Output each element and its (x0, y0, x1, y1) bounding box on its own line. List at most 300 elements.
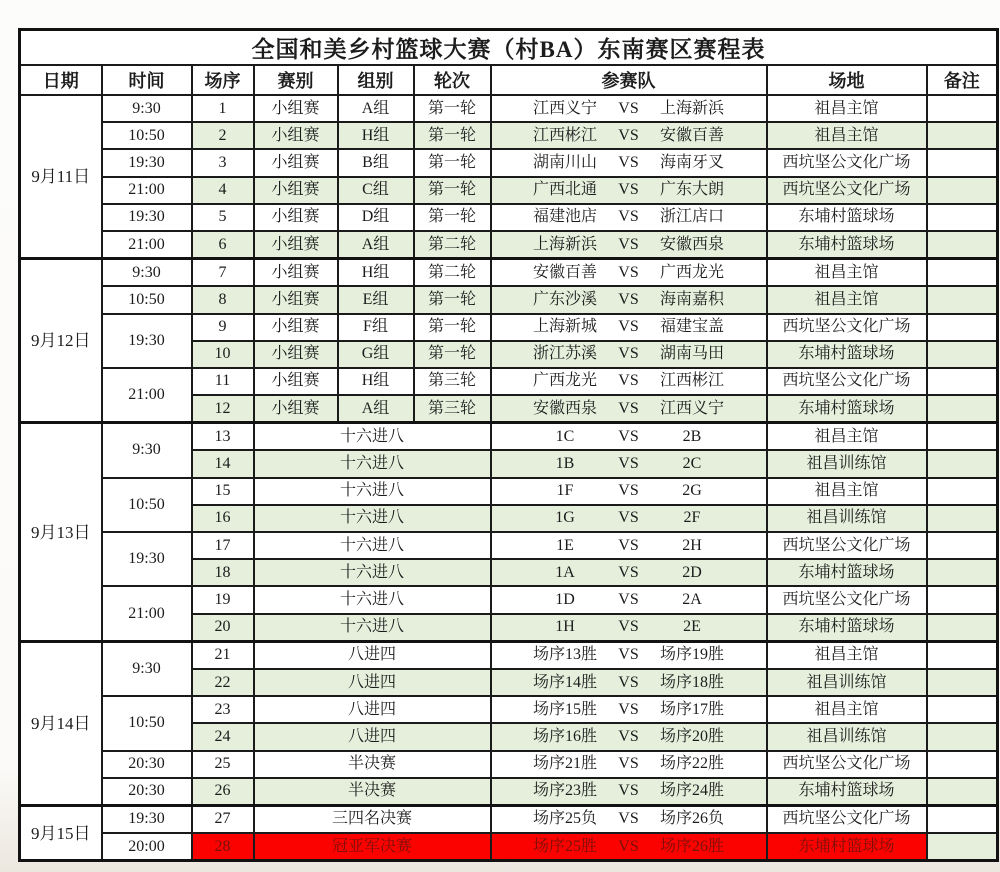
stage-cell: 十六进八 (254, 505, 491, 532)
note-cell (927, 341, 998, 368)
team-away: 场序22胜 (659, 755, 724, 773)
venue-cell: 祖昌主馆 (767, 641, 927, 669)
vs-label: VS (618, 290, 639, 308)
schedule-table (18, 28, 999, 862)
time-cell: 9:30 (102, 423, 192, 478)
match-row (20, 478, 998, 505)
seq-cell: 22 (192, 669, 254, 696)
match-row (20, 532, 998, 559)
type-cell: 小组赛 (254, 204, 338, 231)
vs-label: VS (618, 782, 639, 800)
teams-cell (491, 532, 767, 559)
stage-cell: 十六进八 (254, 450, 491, 477)
team-away: 2D (682, 563, 702, 581)
team-home: 场序23胜 (532, 782, 597, 800)
group-cell: G组 (338, 341, 414, 368)
teams-cell (491, 450, 767, 477)
round-cell: 第一轮 (414, 95, 491, 122)
note-cell (927, 122, 998, 149)
note-cell (927, 149, 998, 176)
stage-cell: 十六进八 (254, 559, 491, 586)
team-away: 江西义宁 (659, 399, 724, 417)
team-away: 场序20胜 (659, 727, 724, 745)
stage-cell: 八进四 (254, 641, 491, 669)
vs-label: VS (618, 509, 639, 527)
venue-cell: 西坑坚公文化广场 (767, 751, 927, 778)
type-cell: 小组赛 (254, 395, 338, 423)
team-home: 1B (555, 455, 575, 473)
seq-cell: 14 (192, 450, 254, 477)
team-away: 场序18胜 (659, 673, 724, 691)
match-row (20, 204, 998, 231)
note-cell (927, 478, 998, 505)
time-cell: 9:30 (102, 259, 192, 287)
vs-label: VS (618, 263, 639, 281)
group-cell: A组 (338, 231, 414, 259)
teams-cell (491, 723, 767, 750)
seq-cell: 24 (192, 723, 254, 750)
date-cell: 9月11日 (20, 95, 102, 259)
teams-cell (491, 586, 767, 613)
vs-label: VS (618, 399, 639, 417)
venue-cell: 西坑坚公文化广场 (767, 368, 927, 395)
date-cell: 9月12日 (20, 259, 102, 423)
vs-label: VS (618, 755, 639, 773)
team-away: 海南嘉积 (659, 290, 724, 308)
vs-label: VS (618, 536, 639, 554)
stage-cell: 十六进八 (254, 532, 491, 559)
venue-cell: 东埔村篮球场 (767, 231, 927, 259)
teams-cell (491, 341, 767, 368)
team-home: 场序25负 (532, 810, 597, 828)
seq-cell: 15 (192, 478, 254, 505)
teams-cell (491, 778, 767, 806)
time-cell: 21:00 (102, 368, 192, 423)
round-cell: 第一轮 (414, 341, 491, 368)
col-header-teams: 参赛队 (491, 65, 767, 95)
team-home: 安徽百善 (532, 263, 597, 281)
team-away: 上海新浜 (659, 99, 724, 117)
match-row (20, 805, 998, 833)
team-away: 安徽西泉 (659, 235, 724, 253)
time-cell: 10:50 (102, 122, 192, 149)
seq-cell: 3 (192, 149, 254, 176)
seq-cell: 11 (192, 368, 254, 395)
type-cell: 小组赛 (254, 149, 338, 176)
round-cell: 第二轮 (414, 231, 491, 259)
venue-cell: 祖昌训练馆 (767, 669, 927, 696)
seq-cell: 28 (192, 833, 254, 861)
team-away: 场序24胜 (659, 782, 724, 800)
stage-cell: 八进四 (254, 723, 491, 750)
teams-cell (491, 259, 767, 287)
stage-cell: 半决赛 (254, 778, 491, 806)
note-cell (927, 259, 998, 287)
final-match-row (20, 833, 998, 861)
team-home: 1F (556, 482, 574, 500)
vs-label: VS (618, 727, 639, 745)
stage-cell: 八进四 (254, 696, 491, 723)
note-cell (927, 532, 998, 559)
team-away: 安徽百善 (659, 126, 724, 144)
venue-cell: 祖昌主馆 (767, 696, 927, 723)
teams-cell (491, 368, 767, 395)
venue-cell: 东埔村篮球场 (767, 395, 927, 423)
group-cell: F组 (338, 314, 414, 341)
team-away: 2A (682, 590, 702, 608)
match-row (20, 368, 998, 395)
time-cell: 21:00 (102, 231, 192, 259)
team-away: 2H (682, 536, 702, 554)
team-home: 安徽西泉 (532, 399, 597, 417)
group-cell: A组 (338, 95, 414, 122)
seq-cell: 20 (192, 614, 254, 642)
note-cell (927, 586, 998, 613)
time-cell: 10:50 (102, 478, 192, 532)
team-away: 2F (683, 509, 701, 527)
venue-cell: 祖昌训练馆 (767, 723, 927, 750)
group-cell: H组 (338, 259, 414, 287)
vs-label: VS (618, 208, 639, 226)
vs-label: VS (618, 455, 639, 473)
note-cell (927, 423, 998, 451)
stage-cell: 三四名决赛 (254, 805, 491, 833)
venue-cell: 东埔村篮球场 (767, 341, 927, 368)
teams-cell (491, 669, 767, 696)
group-cell: H组 (338, 368, 414, 395)
venue-cell: 东埔村篮球场 (767, 778, 927, 806)
team-away: 江西彬江 (659, 372, 724, 390)
note-cell (927, 559, 998, 586)
match-row (20, 586, 998, 613)
round-cell: 第二轮 (414, 259, 491, 287)
col-header-type: 赛别 (254, 65, 338, 95)
match-row (20, 314, 998, 341)
vs-label: VS (618, 810, 639, 828)
vs-label: VS (618, 99, 639, 117)
time-cell: 19:30 (102, 204, 192, 231)
group-cell: B组 (338, 149, 414, 176)
teams-cell (491, 641, 767, 669)
round-cell: 第三轮 (414, 395, 491, 423)
note-cell (927, 450, 998, 477)
group-cell: A组 (338, 395, 414, 423)
vs-label: VS (618, 318, 639, 336)
team-home: 1E (556, 536, 574, 554)
vs-label: VS (618, 618, 639, 636)
vs-label: VS (618, 181, 639, 199)
vs-label: VS (618, 345, 639, 363)
match-row (20, 95, 998, 122)
team-home: 1G (555, 509, 575, 527)
note-cell (927, 95, 998, 122)
note-cell (927, 669, 998, 696)
seq-cell: 6 (192, 231, 254, 259)
team-away: 场序17胜 (659, 700, 724, 718)
date-cell: 9月13日 (20, 423, 102, 642)
group-cell: D组 (338, 204, 414, 231)
col-header-venue: 场地 (767, 65, 927, 95)
note-cell (927, 395, 998, 423)
note-cell (927, 778, 998, 806)
seq-cell: 16 (192, 505, 254, 532)
seq-cell: 13 (192, 423, 254, 451)
venue-cell: 祖昌主馆 (767, 122, 927, 149)
team-home: 广西北通 (532, 181, 597, 199)
team-home: 场序25胜 (532, 837, 597, 855)
time-cell: 21:00 (102, 177, 192, 204)
vs-label: VS (618, 563, 639, 581)
seq-cell: 5 (192, 204, 254, 231)
vs-label: VS (618, 646, 639, 664)
teams-cell (491, 395, 767, 423)
team-away: 海南牙叉 (659, 153, 724, 171)
venue-cell: 祖昌主馆 (767, 286, 927, 313)
teams-cell (491, 149, 767, 176)
teams-cell (491, 314, 767, 341)
teams-cell (491, 696, 767, 723)
col-header-group: 组别 (338, 65, 414, 95)
stage-cell: 十六进八 (254, 614, 491, 642)
col-header-date: 日期 (20, 65, 102, 95)
venue-cell: 西坑坚公文化广场 (767, 177, 927, 204)
round-cell: 第三轮 (414, 368, 491, 395)
teams-cell (491, 122, 767, 149)
team-home: 浙江苏溪 (532, 345, 597, 363)
teams-cell (491, 751, 767, 778)
match-row (20, 641, 998, 669)
vs-label: VS (618, 372, 639, 390)
venue-cell: 祖昌主馆 (767, 478, 927, 505)
seq-cell: 12 (192, 395, 254, 423)
time-cell: 20:30 (102, 751, 192, 778)
seq-cell: 10 (192, 341, 254, 368)
venue-cell: 祖昌主馆 (767, 423, 927, 451)
seq-cell: 9 (192, 314, 254, 341)
time-cell: 20:00 (102, 833, 192, 861)
venue-cell: 祖昌主馆 (767, 259, 927, 287)
round-cell: 第一轮 (414, 177, 491, 204)
seq-cell: 1 (192, 95, 254, 122)
vs-label: VS (618, 482, 639, 500)
team-home: 江西彬江 (532, 126, 597, 144)
match-row (20, 259, 998, 287)
team-home: 1A (555, 563, 575, 581)
seq-cell: 21 (192, 641, 254, 669)
team-home: 湖南川山 (532, 153, 597, 171)
stage-cell: 八进四 (254, 669, 491, 696)
teams-cell (491, 95, 767, 122)
team-home: 场序13胜 (532, 646, 597, 664)
seq-cell: 25 (192, 751, 254, 778)
match-row (20, 231, 998, 259)
group-cell: C组 (338, 177, 414, 204)
time-cell: 19:30 (102, 805, 192, 833)
team-home: 场序16胜 (532, 727, 597, 745)
venue-cell: 东埔村篮球场 (767, 204, 927, 231)
teams-cell (491, 805, 767, 833)
team-home: 福建池店 (532, 208, 597, 226)
vs-label: VS (618, 427, 639, 445)
match-row (20, 423, 998, 451)
venue-cell: 祖昌训练馆 (767, 450, 927, 477)
seq-cell: 19 (192, 586, 254, 613)
team-away: 广西龙光 (659, 263, 724, 281)
seq-cell: 23 (192, 696, 254, 723)
group-cell: E组 (338, 286, 414, 313)
teams-cell (491, 177, 767, 204)
header-row (20, 65, 998, 95)
type-cell: 小组赛 (254, 314, 338, 341)
venue-cell: 西坑坚公文化广场 (767, 805, 927, 833)
team-home: 场序21胜 (532, 755, 597, 773)
team-home: 广东沙溪 (532, 290, 597, 308)
stage-cell: 十六进八 (254, 478, 491, 505)
stage-cell: 十六进八 (254, 586, 491, 613)
team-away: 场序19胜 (659, 646, 724, 664)
team-away: 福建宝盖 (659, 318, 724, 336)
match-row (20, 696, 998, 723)
group-cell: H组 (338, 122, 414, 149)
team-home: 江西义宁 (532, 99, 597, 117)
seq-cell: 17 (192, 532, 254, 559)
page-title: 全国和美乡村篮球大赛（村BA）东南赛区赛程表 (20, 30, 998, 66)
seq-cell: 18 (192, 559, 254, 586)
teams-cell (491, 505, 767, 532)
round-cell: 第一轮 (414, 204, 491, 231)
time-cell: 9:30 (102, 641, 192, 696)
round-cell: 第一轮 (414, 149, 491, 176)
stage-cell: 半决赛 (254, 751, 491, 778)
match-row (20, 149, 998, 176)
match-row (20, 778, 998, 806)
time-cell: 9:30 (102, 95, 192, 122)
round-cell: 第一轮 (414, 314, 491, 341)
teams-cell (491, 478, 767, 505)
note-cell (927, 723, 998, 750)
team-away: 2G (682, 482, 702, 500)
type-cell: 小组赛 (254, 341, 338, 368)
stage-cell: 十六进八 (254, 423, 491, 451)
date-cell: 9月14日 (20, 641, 102, 805)
match-row (20, 122, 998, 149)
type-cell: 小组赛 (254, 95, 338, 122)
match-row (20, 177, 998, 204)
vs-label: VS (618, 590, 639, 608)
stage-cell: 冠亚军决赛 (254, 833, 491, 861)
note-cell (927, 204, 998, 231)
vs-label: VS (618, 673, 639, 691)
team-away: 场序26胜 (659, 837, 724, 855)
venue-cell: 西坑坚公文化广场 (767, 586, 927, 613)
team-home: 1C (555, 427, 575, 445)
teams-cell (491, 286, 767, 313)
seq-cell: 2 (192, 122, 254, 149)
teams-cell (491, 231, 767, 259)
team-home: 广西龙光 (532, 372, 597, 390)
team-home: 上海新浜 (532, 235, 597, 253)
team-away: 浙江店口 (659, 208, 724, 226)
col-header-seq: 场序 (192, 65, 254, 95)
type-cell: 小组赛 (254, 231, 338, 259)
type-cell: 小组赛 (254, 259, 338, 287)
date-cell: 9月15日 (20, 805, 102, 860)
time-cell: 19:30 (102, 314, 192, 368)
vs-label: VS (618, 126, 639, 144)
team-home: 1D (555, 590, 575, 608)
type-cell: 小组赛 (254, 286, 338, 313)
time-cell: 10:50 (102, 696, 192, 750)
col-header-round: 轮次 (414, 65, 491, 95)
time-cell: 19:30 (102, 532, 192, 586)
team-away: 广东大朗 (659, 181, 724, 199)
team-away: 2B (682, 427, 702, 445)
note-cell (927, 751, 998, 778)
type-cell: 小组赛 (254, 177, 338, 204)
match-row (20, 751, 998, 778)
type-cell: 小组赛 (254, 122, 338, 149)
venue-cell: 西坑坚公文化广场 (767, 149, 927, 176)
note-cell (927, 286, 998, 313)
teams-cell (491, 559, 767, 586)
seq-cell: 7 (192, 259, 254, 287)
col-header-time: 时间 (102, 65, 192, 95)
col-header-note: 备注 (927, 65, 998, 95)
venue-cell: 东埔村篮球场 (767, 833, 927, 861)
venue-cell: 祖昌训练馆 (767, 505, 927, 532)
teams-cell (491, 204, 767, 231)
vs-label: VS (618, 153, 639, 171)
teams-cell (491, 833, 767, 861)
note-cell (927, 614, 998, 642)
round-cell: 第一轮 (414, 286, 491, 313)
team-away: 湖南马田 (659, 345, 724, 363)
team-away: 场序26负 (659, 810, 724, 828)
note-cell (927, 805, 998, 833)
time-cell: 19:30 (102, 149, 192, 176)
note-cell (927, 368, 998, 395)
note-cell (927, 833, 998, 861)
teams-cell (491, 423, 767, 451)
time-cell: 21:00 (102, 586, 192, 641)
seq-cell: 8 (192, 286, 254, 313)
note-cell (927, 696, 998, 723)
vs-label: VS (618, 837, 639, 855)
venue-cell: 东埔村篮球场 (767, 614, 927, 642)
vs-label: VS (618, 700, 639, 718)
note-cell (927, 177, 998, 204)
venue-cell: 西坑坚公文化广场 (767, 532, 927, 559)
venue-cell: 东埔村篮球场 (767, 559, 927, 586)
seq-cell: 27 (192, 805, 254, 833)
note-cell (927, 641, 998, 669)
note-cell (927, 314, 998, 341)
note-cell (927, 505, 998, 532)
team-home: 场序14胜 (532, 673, 597, 691)
team-home: 上海新城 (532, 318, 597, 336)
seq-cell: 4 (192, 177, 254, 204)
team-home: 场序15胜 (532, 700, 597, 718)
seq-cell: 26 (192, 778, 254, 806)
time-cell: 20:30 (102, 778, 192, 806)
type-cell: 小组赛 (254, 368, 338, 395)
vs-label: VS (618, 235, 639, 253)
venue-cell: 祖昌主馆 (767, 95, 927, 122)
team-home: 1H (555, 618, 575, 636)
time-cell: 10:50 (102, 286, 192, 313)
note-cell (927, 231, 998, 259)
round-cell: 第一轮 (414, 122, 491, 149)
